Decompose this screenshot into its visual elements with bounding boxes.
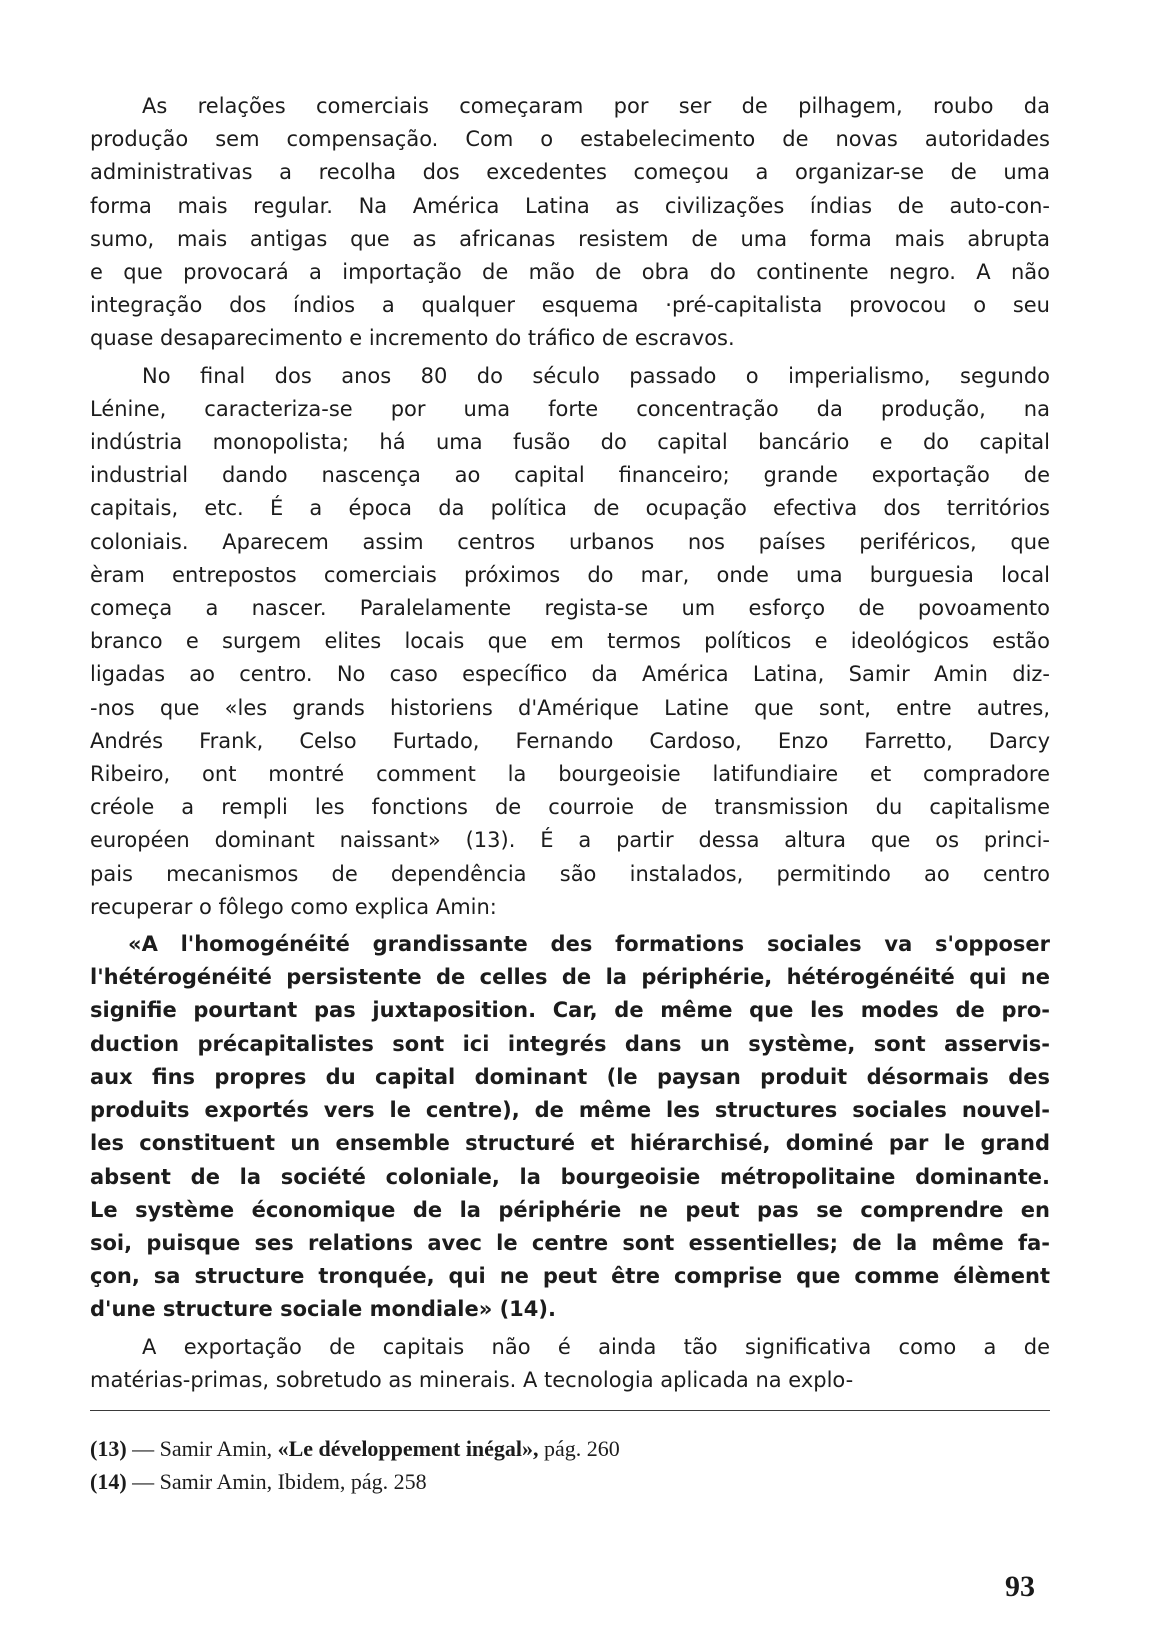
footnote-number: (14) [90, 1469, 127, 1494]
text-line: les constituent un ensemble structuré et hiérarchisé, dominé par le grand [90, 1131, 1050, 1156]
text-line: pais mecanismos de dependência são instalados, permitindo ao centro [90, 861, 1050, 886]
text-line: começa a nascer. Paralelamente regista-se um esforço de povoamento [90, 596, 1050, 621]
text-line: -nos que «les grands historiens d'Amérique Latine que sont, entre autres, [90, 695, 1050, 720]
footnote-14 [90, 1465, 1050, 1498]
footnote-divider [90, 1410, 1050, 1411]
footnote-number: (13) [90, 1436, 127, 1461]
paragraph-commercial-relations [90, 90, 1050, 356]
text-line: matérias-primas, sobretudo as minerais. A tecnologia aplicada na explo- [90, 1367, 854, 1392]
page-number: 93 [1005, 1570, 1035, 1603]
footnote-13 [90, 1432, 1050, 1465]
text-line: èram entrepostos comerciais próximos do mar, onde uma burguesia local [90, 562, 1050, 587]
text-line: produção sem compensação. Com o estabelecimento de novas autoridades [90, 127, 1050, 152]
text-line: forma mais regular. Na América Latina as civilizações índias de auto-con- [90, 193, 1050, 218]
footnote-dash: — [132, 1436, 155, 1461]
text-line: industrial dando nascença ao capital financeiro; grande exportação de [90, 463, 1050, 488]
page-body [90, 90, 1050, 1397]
text-line: l'hétérogénéité persistente de celles de la périphérie, hétérogénéité qui ne [90, 965, 1050, 990]
text-line: «A l'homogénéité grandissante des formations sociales va s'opposer [128, 932, 1050, 957]
text-line: ligadas ao centro. No caso específico da América Latina, Samir Amin diz- [90, 662, 1050, 687]
paragraph-imperialism [90, 360, 1050, 924]
text-line: soi, puisque ses relations avec le centre sont essentielles; de la même fa- [90, 1230, 1050, 1255]
text-line: e que provocará a importação de mão de obra do continente negro. A não [90, 260, 1050, 285]
text-line: aux fins propres du capital dominant (le paysan produit désormais des [90, 1064, 1050, 1089]
text-line: coloniais. Aparecem assim centros urbanos nos países periféricos, que [90, 529, 1050, 554]
text-line: Le système économique de la périphérie ne peut pas se comprendre en [90, 1197, 1050, 1222]
footnote-page-ref: pág. 258 [350, 1469, 427, 1494]
footnote-title: «Le développement inégal», [277, 1436, 539, 1461]
text-line: indústria monopolista; há uma fusão do capital bancário e do capital [90, 430, 1050, 455]
text-line: branco e surgem elites locais que em termos políticos e ideológicos estão [90, 629, 1050, 654]
text-line: Ribeiro, ont montré comment la bourgeoisie latifundiaire et compradore [90, 762, 1050, 787]
text-line: quase desaparecimento e incremento do tráfico de escravos. [90, 326, 735, 351]
text-line: absent de la société coloniale, la bourgeoisie métropolitaine dominante. [90, 1164, 1050, 1189]
footnote-dash: — [132, 1469, 155, 1494]
text-line: européen dominant naissant» (13). É a partir dessa altura que os princi- [90, 828, 1050, 853]
text-line: capitais, etc. É a época da política de ocupação efectiva dos territórios [90, 496, 1050, 521]
paragraph-capital-export [90, 1331, 1050, 1397]
text-line: signifie pourtant pas juxtaposition. Car, de même que les modes de pro- [90, 998, 1050, 1023]
footnote-author: Samir Amin, Ibidem, [159, 1469, 346, 1494]
text-line: d'une structure sociale mondiale» (14). [90, 1297, 556, 1322]
block-quote-amin [90, 928, 1050, 1326]
text-line: Lénine, caracteriza-se por uma forte concentração da produção, na [90, 396, 1050, 421]
text-line: recuperar o fôlego como explica Amin: [90, 894, 497, 919]
text-line: sumo, mais antigas que as africanas resistem de uma forma mais abrupta [90, 226, 1050, 251]
text-line: produits exportés vers le centre), de même les structures sociales nouvel- [90, 1098, 1050, 1123]
text-line: çon, sa structure tronquée, qui ne peut être comprise que comme élèment [90, 1264, 1050, 1289]
footnote-page-ref: pág. 260 [544, 1436, 620, 1461]
footnotes [90, 1432, 1050, 1498]
text-line: No final dos anos 80 do século passado o imperialismo, segundo [142, 363, 1050, 388]
text-line: A exportação de capitais não é ainda tão significativa como a de [142, 1334, 1050, 1359]
text-line: As relações comerciais começaram por ser de pilhagem, roubo da [142, 94, 1050, 118]
text-line: créole a rempli les fonctions de courroie de transmission du capitalisme [90, 795, 1050, 820]
footnote-author: Samir Amin, [159, 1436, 273, 1461]
text-line: administrativas a recolha dos excedentes começou a organizar-se de uma [90, 160, 1050, 185]
text-line: duction précapitalistes sont ici integrés dans un système, sont asservis- [90, 1031, 1050, 1056]
text-line: Andrés Frank, Celso Furtado, Fernando Cardoso, Enzo Farretto, Darcy [90, 728, 1050, 753]
text-line: integração dos índios a qualquer esquema ·pré-capitalista provocou o seu [90, 293, 1050, 318]
